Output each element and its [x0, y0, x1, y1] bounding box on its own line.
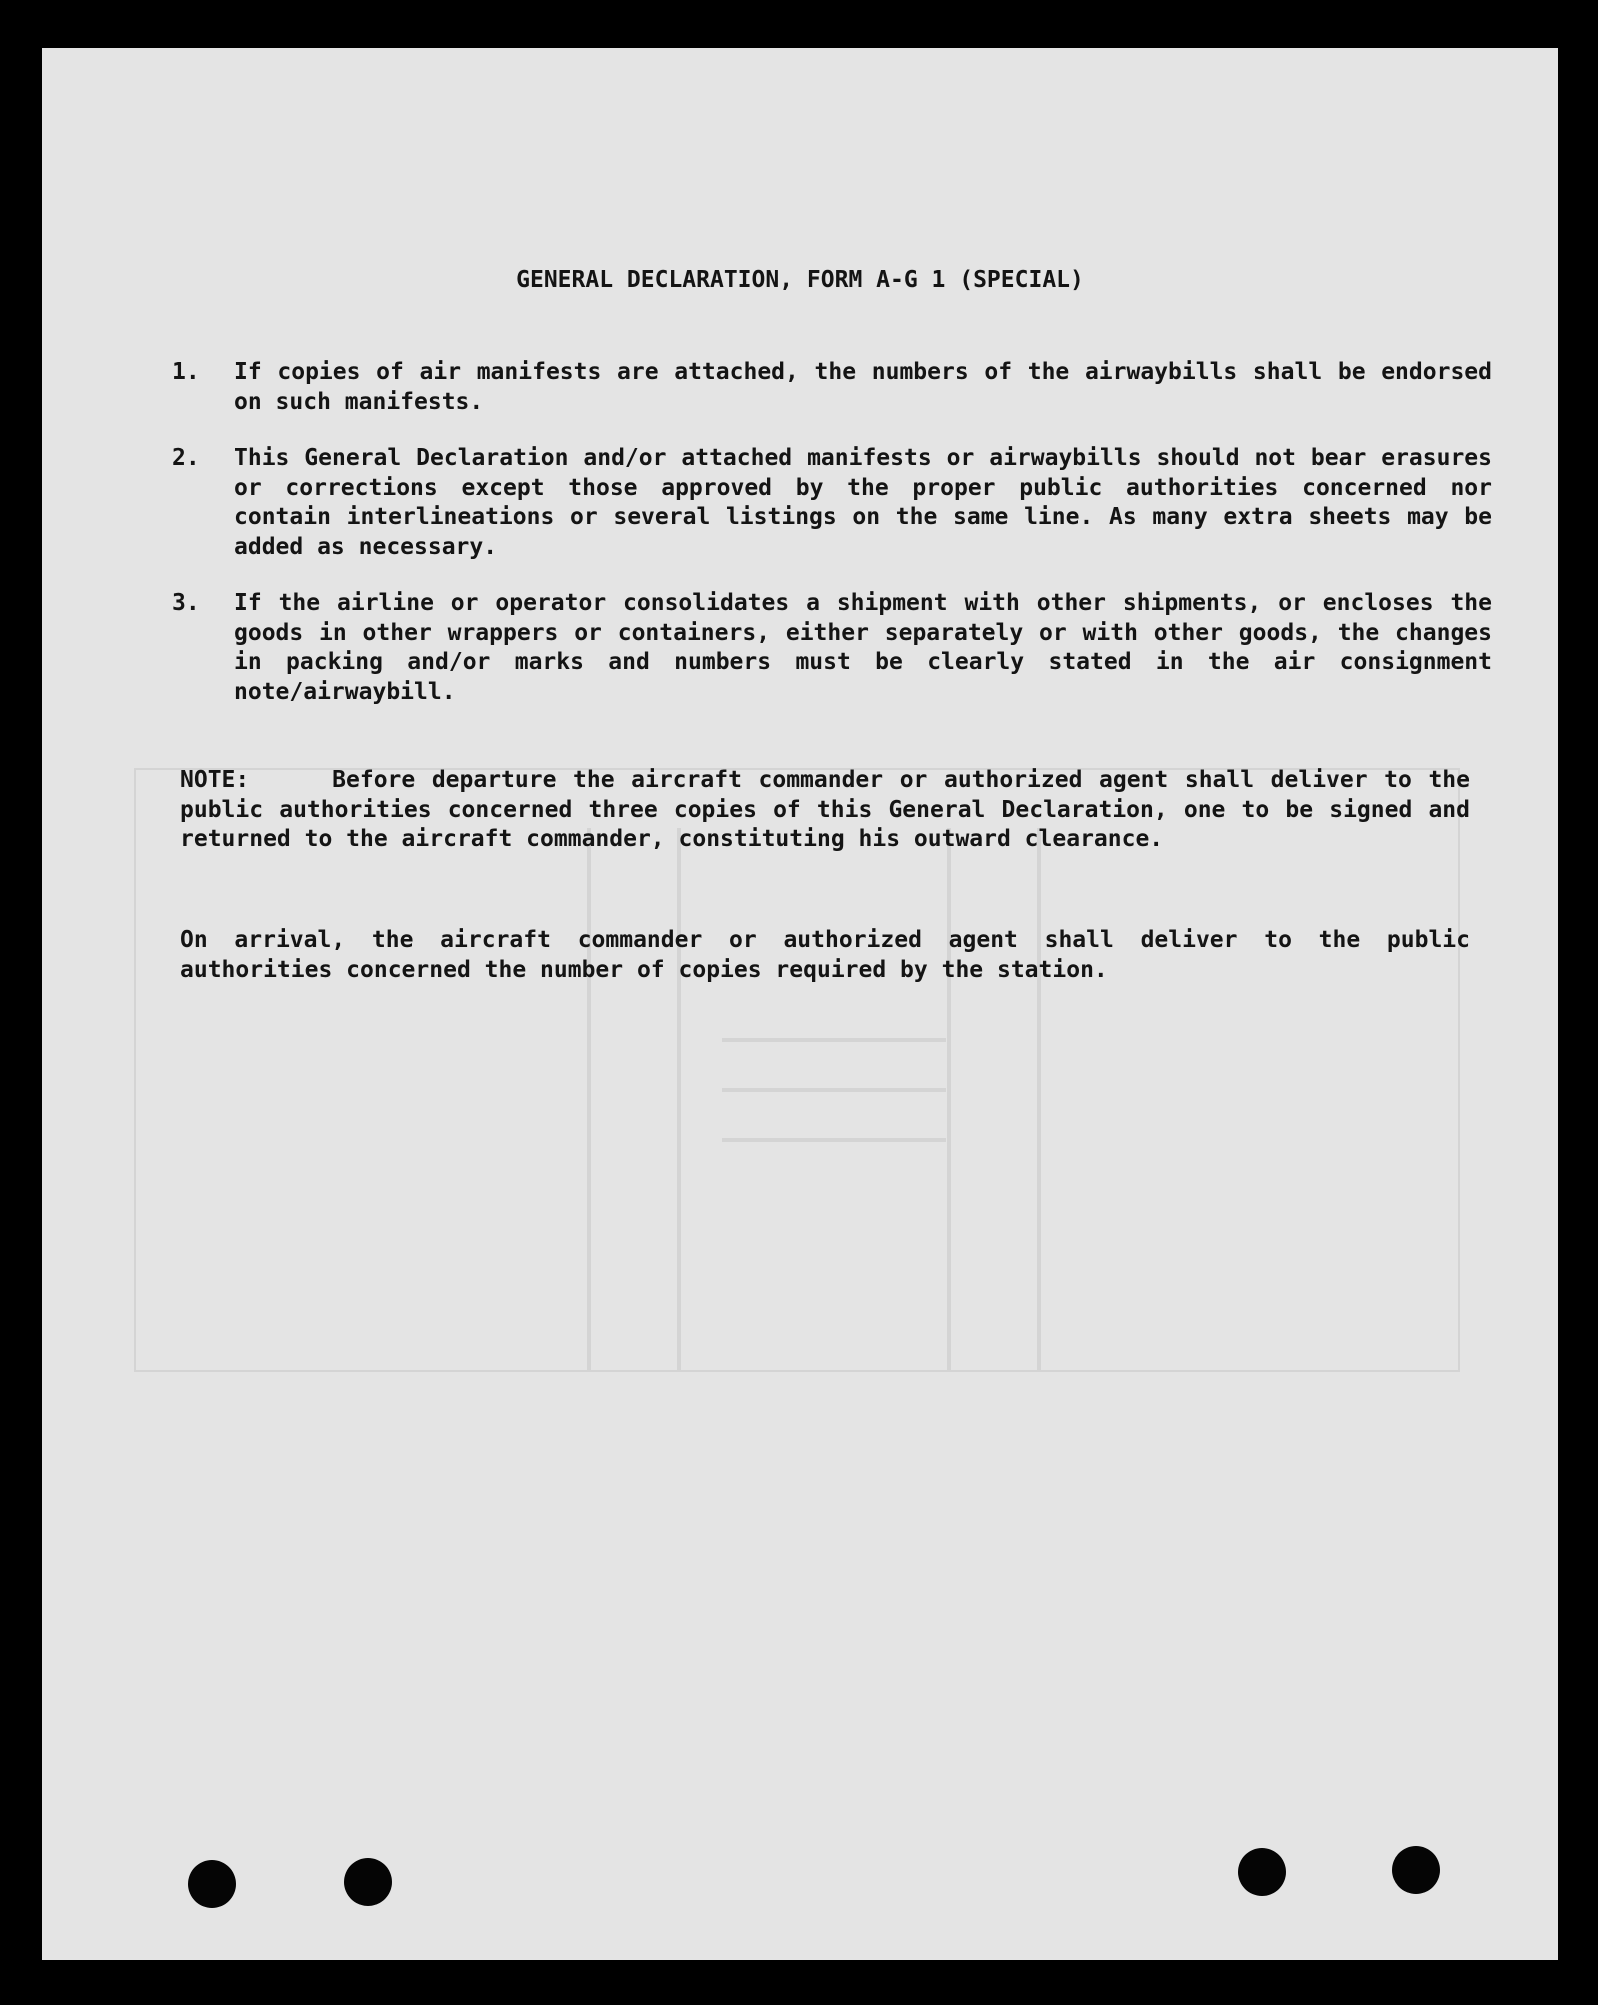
document-page: [42, 48, 1558, 1960]
note-text: Before departure the aircraft commander or authorized agent shall deliver to the public authorities concerned three copies of this General Declaration, one to be signed and returned to the aircraft commander, constituting his outward clearance.: [180, 767, 1470, 852]
bleed-through-column-divider: [677, 828, 681, 1372]
item-text: If copies of air manifests are attached, the numbers of the airwaybills shall be endorsed on such manifests.: [234, 359, 1492, 415]
punch-hole: [344, 1858, 392, 1906]
document-title: GENERAL DECLARATION, FORM A-G 1 (SPECIAL): [516, 267, 1084, 293]
bleed-through-column-divider: [587, 828, 591, 1372]
item-number: 1.: [172, 359, 200, 385]
instruction-item-2: [172, 444, 1492, 562]
bleed-through-column-divider: [947, 828, 951, 1372]
instruction-item-3: [172, 589, 1492, 707]
arrival-paragraph: On arrival, the aircraft commander or authorized agent shall deliver to the public authorities concerned the number of copies required by the station.: [180, 927, 1470, 983]
instruction-item-1: [172, 358, 1492, 417]
note-label: NOTE:: [180, 767, 250, 793]
punch-hole: [1238, 1848, 1286, 1896]
bleed-through-rule: [722, 1138, 946, 1142]
item-number: 3.: [172, 590, 200, 616]
punch-hole: [188, 1860, 236, 1908]
bleed-through-rule: [722, 1038, 946, 1042]
bleed-through-rule: [722, 1088, 946, 1092]
note-paragraph: [180, 766, 1470, 855]
bleed-through-column-divider: [1037, 828, 1041, 1372]
punch-hole: [1392, 1846, 1440, 1894]
item-text: This General Declaration and/or attached manifests or airwaybills should not bear erasures or corrections except those approved by the proper public authorities concerned nor contain interlineations or several listings on the same line. As many extra sheets may be added as necessary.: [234, 445, 1492, 560]
item-number: 2.: [172, 445, 200, 471]
item-text: If the airline or operator consolidates a shipment with other shipments, or encloses the goods in other wrappers or containers, either separately or with other goods, the changes in packing and/or marks and numbers must be clearly stated in the air consignment note/airwaybill.: [234, 590, 1492, 705]
bleed-through-table: [134, 768, 1460, 1372]
